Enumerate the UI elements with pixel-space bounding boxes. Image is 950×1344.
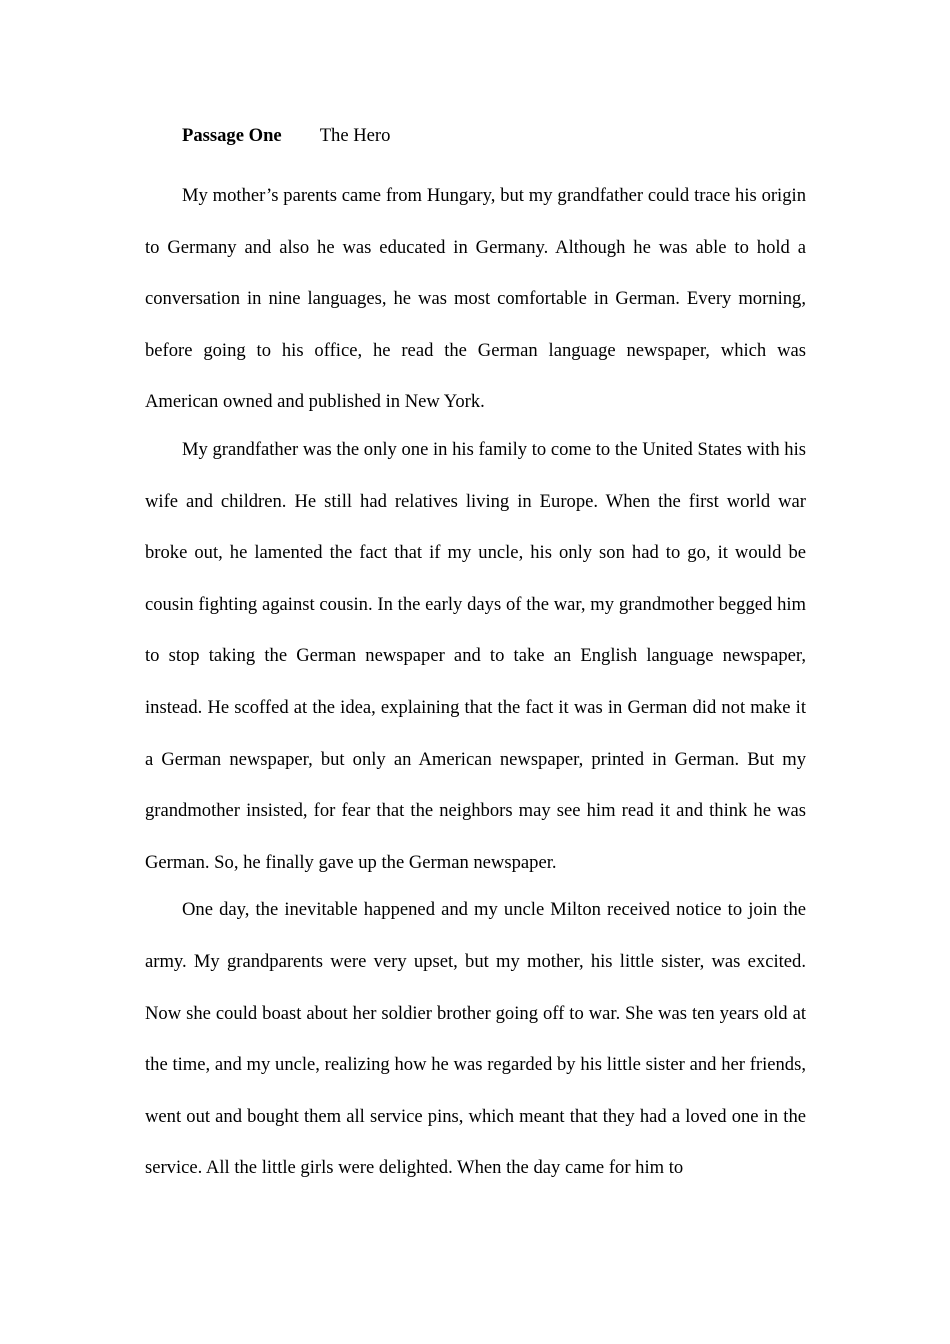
paragraph-3: One day, the inevitable happened and my uncle Milton received notice to join the army. My grandparents were very upset, but my mother, his little sister, was excited. Now she could boast about her soldier brother going off to war. She was ten years old at the time, and my uncle, realizing how he was regarded by his little sister and her friends, went out and bought them all service pins, which meant that they had a loved one in the service. All the little girls were delighted. When the day came for him to	[145, 899, 806, 1179]
passage-heading	[145, 122, 806, 150]
document-body	[145, 122, 806, 1194]
paragraph-2: My grandfather was the only one in his family to come to the United States with his wife and children. He still had relatives living in Europe. When the first world war broke out, he lamented the fact that if my uncle, his only son had to go, it would be cousin fighting against cousin. In the early days of the war, my grandmother begged him to stop taking the German newspaper and to take an English language newspaper, instead. He scoffed at the idea, explaining that the fact it was in German did not make it a German newspaper, but only an American newspaper, printed in German. But my grandmother insisted, for fear that the neighbors may see him read it and think he was German. So, he finally gave up the German newspaper.	[145, 438, 806, 873]
passage-label: Passage One	[182, 125, 282, 146]
passage-title: The Hero	[319, 125, 391, 146]
paragraph-1: My mother’s parents came from Hungary, but my grandfather could trace his origin to Germany and also he was educated in Germany. Although he was able to hold a conversation in nine languages, he was most comfortable in German. Every morning, before going to his office, he read the German language newspaper, which was American owned and published in New York.	[145, 185, 806, 413]
